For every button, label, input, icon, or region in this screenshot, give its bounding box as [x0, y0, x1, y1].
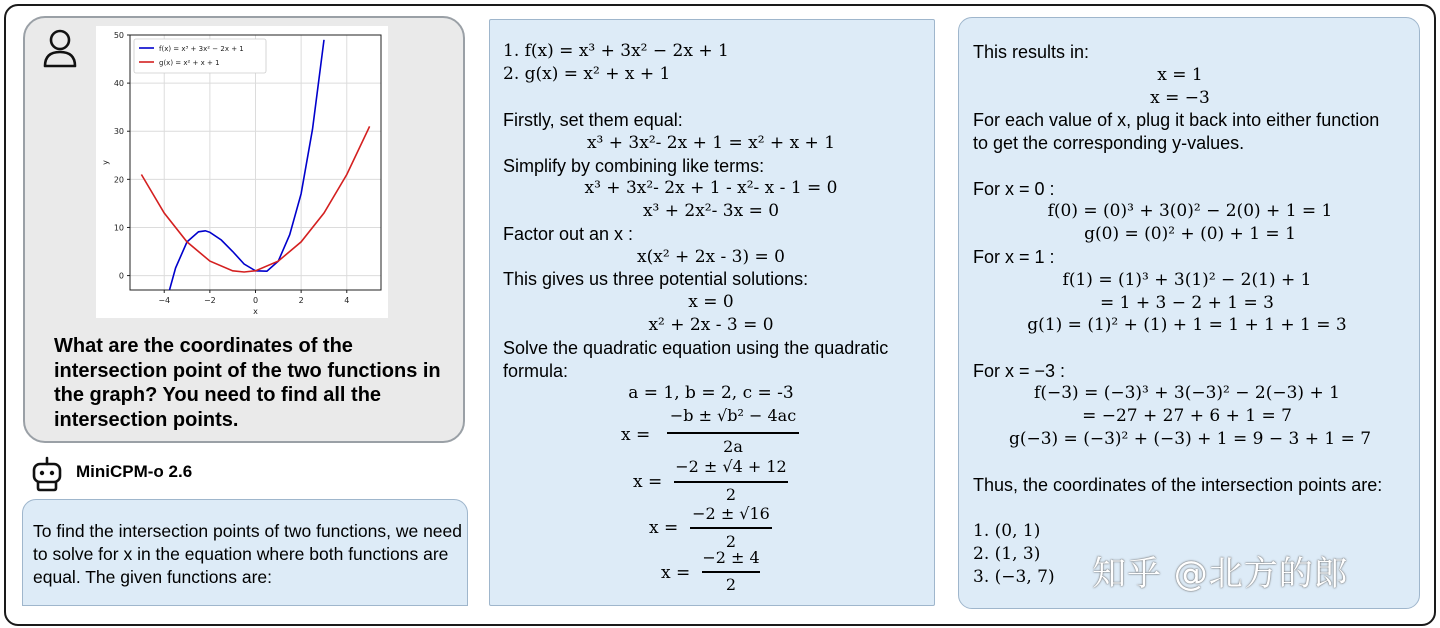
y-axis-label: y: [101, 160, 110, 165]
step-text: For each value of x, plug it back into either function: [973, 110, 1380, 130]
x-tick-label: −4: [158, 296, 171, 305]
intro-text: To find the intersection points of two functions, we need to solve for x in the equation where both functions are equal. The given functions are:: [33, 521, 463, 587]
legend-label: g(x) = x² + x + 1: [159, 59, 220, 67]
fraction-lhs: x =: [633, 472, 663, 492]
y-tick-label: 10: [113, 223, 124, 233]
equation-line: g(0) = (0)² + (0) + 1 = 1: [1084, 224, 1296, 244]
step-text: Solve the quadratic equation using the quadratic: [503, 338, 889, 358]
fraction-lhs: x =: [649, 518, 679, 538]
x-axis-label: x: [253, 307, 258, 316]
fraction-numerator: −2 ± √16: [692, 504, 770, 523]
x-tick-label: 0: [252, 296, 259, 305]
x-tick-label: 4: [344, 296, 350, 305]
fraction-denominator: 2: [725, 532, 737, 551]
y-tick-label: 50: [113, 31, 124, 40]
step-text: to get the corresponding y-values.: [973, 133, 1245, 153]
fraction-bar: [690, 527, 772, 529]
legend-label: f(x) = x³ + 3x² − 2x + 1: [159, 45, 244, 53]
equation-line: x² + 2x - 3 = 0: [648, 315, 774, 335]
equation-line: = −27 + 27 + 6 + 1 = 7: [1082, 406, 1292, 426]
conclusion-text: Thus, the coordinates of the intersection points are:: [973, 475, 1383, 495]
case-heading: For x = 0 :: [973, 179, 1055, 199]
x-tick-label: −2: [203, 296, 216, 305]
equation-line: x(x² + 2x - 3) = 0: [637, 247, 785, 267]
answer-item: 1. (0, 1): [973, 521, 1041, 541]
step-text: Simplify by combining like terms:: [503, 156, 765, 176]
fraction-denominator: 2: [725, 485, 737, 504]
step-text: This results in:: [973, 42, 1090, 62]
equation-line: x = 0: [688, 292, 734, 312]
fraction-bar: [667, 432, 799, 434]
robot-icon: [30, 456, 64, 492]
answer-item: 2. (1, 3): [973, 544, 1041, 564]
fraction-lhs: x =: [621, 425, 651, 445]
user-icon: [42, 28, 78, 68]
solution-line: x = 1: [1157, 65, 1203, 85]
equation-line: = 1 + 3 − 2 + 1 = 3: [1100, 293, 1274, 313]
equation-line: a = 1, b = 2, c = -3: [628, 383, 794, 403]
step-text: This gives us three potential solutions:: [503, 269, 809, 289]
fraction-bar: [674, 481, 788, 483]
equation-line: f(0) = (0)³ + 3(0)² − 2(0) + 1 = 1: [1047, 201, 1333, 221]
function-plot: [96, 26, 388, 318]
case-heading: For x = 1 :: [973, 247, 1055, 267]
step-text: Firstly, set them equal:: [503, 110, 683, 130]
y-tick-label: 40: [113, 79, 124, 89]
y-tick-label: 0: [118, 271, 124, 281]
equation-line: x³ + 3x²- 2x + 1 = x² + x + 1: [586, 133, 836, 153]
answer-item: 3. (−3, 7): [973, 567, 1055, 587]
function-f-line: 1. f(x) = x³ + 3x² − 2x + 1: [503, 41, 729, 61]
step-text: Factor out an x :: [503, 224, 634, 244]
x-tick-label: 2: [298, 296, 304, 305]
watermark: 知乎 @北方的郎: [1092, 554, 1349, 594]
equation-line: g(1) = (1)² + (1) + 1 = 1 + 1 + 1 = 3: [1027, 315, 1347, 335]
question-text: What are the coordinates of the intersection point of the two functions in the graph? You need to find all the intersection points.: [54, 335, 441, 431]
fraction-numerator: −2 ± √4 + 12: [675, 457, 787, 476]
y-tick-label: 30: [113, 127, 124, 137]
fraction-numerator: −2 ± 4: [702, 548, 760, 567]
equation-line: x³ + 3x²- 2x + 1 - x²- x - 1 = 0: [584, 178, 838, 198]
fraction-denominator: 2: [725, 575, 737, 594]
fraction-bar: [702, 571, 760, 573]
equation-line: g(−3) = (−3)² + (−3) + 1 = 9 − 3 + 1 = 7: [1008, 429, 1372, 449]
solution-line: x = −3: [1150, 88, 1210, 108]
function-g-line: 2. g(x) = x² + x + 1: [503, 64, 671, 84]
fraction-numerator: −b ± √b² − 4ac: [669, 406, 797, 425]
case-heading: For x = −3 :: [973, 361, 1066, 381]
step-text: formula:: [503, 361, 569, 381]
equation-line: f(−3) = (−3)³ + 3(−3)² − 2(−3) + 1: [1034, 383, 1340, 403]
assistant-name: MiniCPM-o 2.6: [76, 462, 193, 481]
y-tick-label: 20: [113, 175, 124, 185]
equation-line: x³ + 2x²- 3x = 0: [642, 201, 780, 221]
equation-line: f(1) = (1)³ + 3(1)² − 2(1) + 1: [1062, 270, 1312, 290]
fraction-lhs: x =: [661, 563, 691, 583]
fraction-denominator: 2a: [723, 437, 743, 456]
